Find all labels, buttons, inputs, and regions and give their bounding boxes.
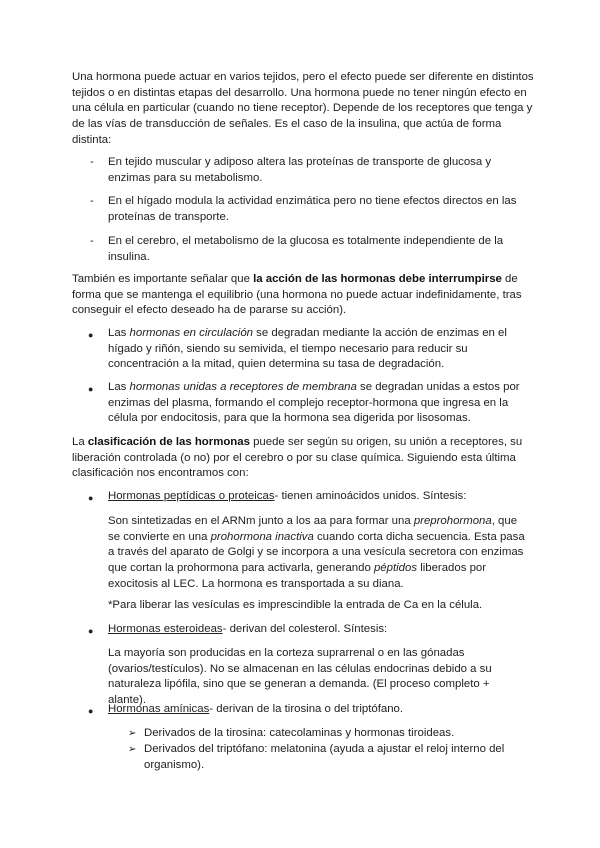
degradation-circulation xyxy=(108,326,528,373)
peptide-s2: , que se convierte en una xyxy=(108,515,518,543)
steroid-after: - derivan del colesterol. Síntesis: xyxy=(222,623,388,635)
classification-post: puede ser según su origen, su unión a receptores, su liberación controlada (o no) por el cerebro o por su clase química. Siguiendo esta última clasificación nos encontramos con: xyxy=(72,436,523,480)
dash-item-liver xyxy=(108,194,528,225)
peptide-s3: cuando corta dicha secuencia. Esta pasa a través del aparato de Golgi y se incorpora a una vesícula secretora con enzimas que cortan la prohormona para activarla, generando xyxy=(108,530,525,575)
dash-item-muscle xyxy=(108,155,528,186)
degradation-italic: hormonas unidas a receptores de membrana xyxy=(129,381,357,393)
bullet-dot: ● xyxy=(88,384,94,394)
amine-item-tyrosine xyxy=(144,726,524,742)
degradation-pre: Las xyxy=(108,381,130,393)
amine-after: - derivan de la tirosina o del triptófano. xyxy=(209,703,404,715)
dash-bullet: - xyxy=(90,195,94,207)
bullet-dot: ● xyxy=(88,493,94,503)
interrupt-post: de forma que se mantenga el equilibrio (una hormona no puede actuar indefinidamente, tras conseguir el efecto deseado ha de pararse su acción). xyxy=(72,273,522,317)
peptide-synthesis xyxy=(108,514,528,593)
degradation-italic: hormonas en circulación xyxy=(129,327,253,339)
peptide-title: Hormonas peptídicas o proteicas xyxy=(108,490,275,502)
steroid-heading xyxy=(108,622,528,638)
dash-item-text: En el cerebro, el metabolismo de la glucosa es totalmente independiente de la insulina. xyxy=(108,235,504,263)
classification-paragraph xyxy=(72,435,534,482)
degradation-post: se degradan unidas a estos por enzimas del plasma, formando el complejo receptor-hormona que ingresa en la célula por endocitosis, para que la hormona sea digerida por lisosomas. xyxy=(108,381,520,425)
interrupt-pre: También es importante señalar que xyxy=(72,273,254,285)
amine-item-tryptophan xyxy=(144,742,524,773)
bullet-dot: ● xyxy=(88,330,94,340)
degradation-membrane xyxy=(108,380,528,427)
intro-paragraph xyxy=(72,70,534,149)
peptide-after: - tienen aminoácidos unidos. Síntesis: xyxy=(274,490,467,502)
arrow-bullet: ➢ xyxy=(128,728,137,739)
amine-heading xyxy=(108,702,528,718)
peptide-note-text: *Para liberar las vesículas es imprescindible la entrada de Ca en la célula. xyxy=(108,599,483,611)
steroid-title: Hormonas esteroideas xyxy=(108,623,223,635)
peptide-heading xyxy=(108,489,528,505)
peptide-i2: prohormona inactiva xyxy=(210,530,314,543)
peptide-s1: Son sintetizadas en el ARNm junto a los aa para formar una xyxy=(108,515,414,527)
dash-item-brain xyxy=(108,234,528,265)
classification-pre: La xyxy=(72,436,88,448)
amine-item-text: Derivados de la tirosina: catecolaminas y hormonas tiroideas. xyxy=(144,727,455,739)
dash-bullet: - xyxy=(90,156,94,168)
arrow-bullet: ➢ xyxy=(128,744,137,755)
peptide-note xyxy=(108,598,528,614)
bullet-dot: ● xyxy=(88,626,94,636)
dash-item-text: En el hígado modula la actividad enzimática pero no tiene efectos directos en las proteínas de transporte. xyxy=(108,195,517,223)
peptide-i1: preprohormona xyxy=(413,515,492,527)
interrupt-bold: la acción de las hormonas debe interrumpirse xyxy=(253,273,502,285)
classification-bold: clasificación de las hormonas xyxy=(87,436,250,448)
interrupt-paragraph xyxy=(72,272,534,319)
steroid-synthesis xyxy=(108,646,528,709)
degradation-post: se degradan mediante la acción de enzimas en el hígado y riñón, siendo su semivida, el tiempo necesario para reducir su concentración a la mitad, quien determina su tasa de degradación. xyxy=(108,327,507,371)
peptide-i3: péptidos xyxy=(373,562,418,575)
amine-title: Hormonas amínicas xyxy=(108,703,210,715)
degradation-pre: Las xyxy=(108,327,130,339)
intro-text: Una hormona puede actuar en varios tejidos, pero el efecto puede ser diferente en distintos tejidos o en distintas etapas del desarrollo. Una hormona puede no tener ningún efecto en una célula en particular (cuando no tiene receptor). Depende de los receptores que tenga y de las vías de transducción de señales. Es el caso de la insulina, que actúa de forma distinta: xyxy=(72,71,534,146)
bullet-dot: ● xyxy=(88,706,94,716)
dash-item-text: En tejido muscular y adiposo altera las proteínas de transporte de glucosa y enzimas para su metabolismo. xyxy=(108,156,492,184)
steroid-text: La mayoría son producidas en la corteza suprarrenal o en las gónadas (ovarios/testículos). No se almacenan en las células endocrinas debido a su naturaleza lipófila, sino que se generan a demanda. (El proceso completo + alante). xyxy=(108,647,492,707)
dash-bullet: - xyxy=(90,235,94,247)
peptide-s4: liberados por exocitosis al LEC. La hormona es transportada a su diana. xyxy=(108,562,487,590)
amine-item-text: Derivados del triptófano: melatonina (ayuda a ajustar el reloj interno del organismo). xyxy=(144,743,505,771)
